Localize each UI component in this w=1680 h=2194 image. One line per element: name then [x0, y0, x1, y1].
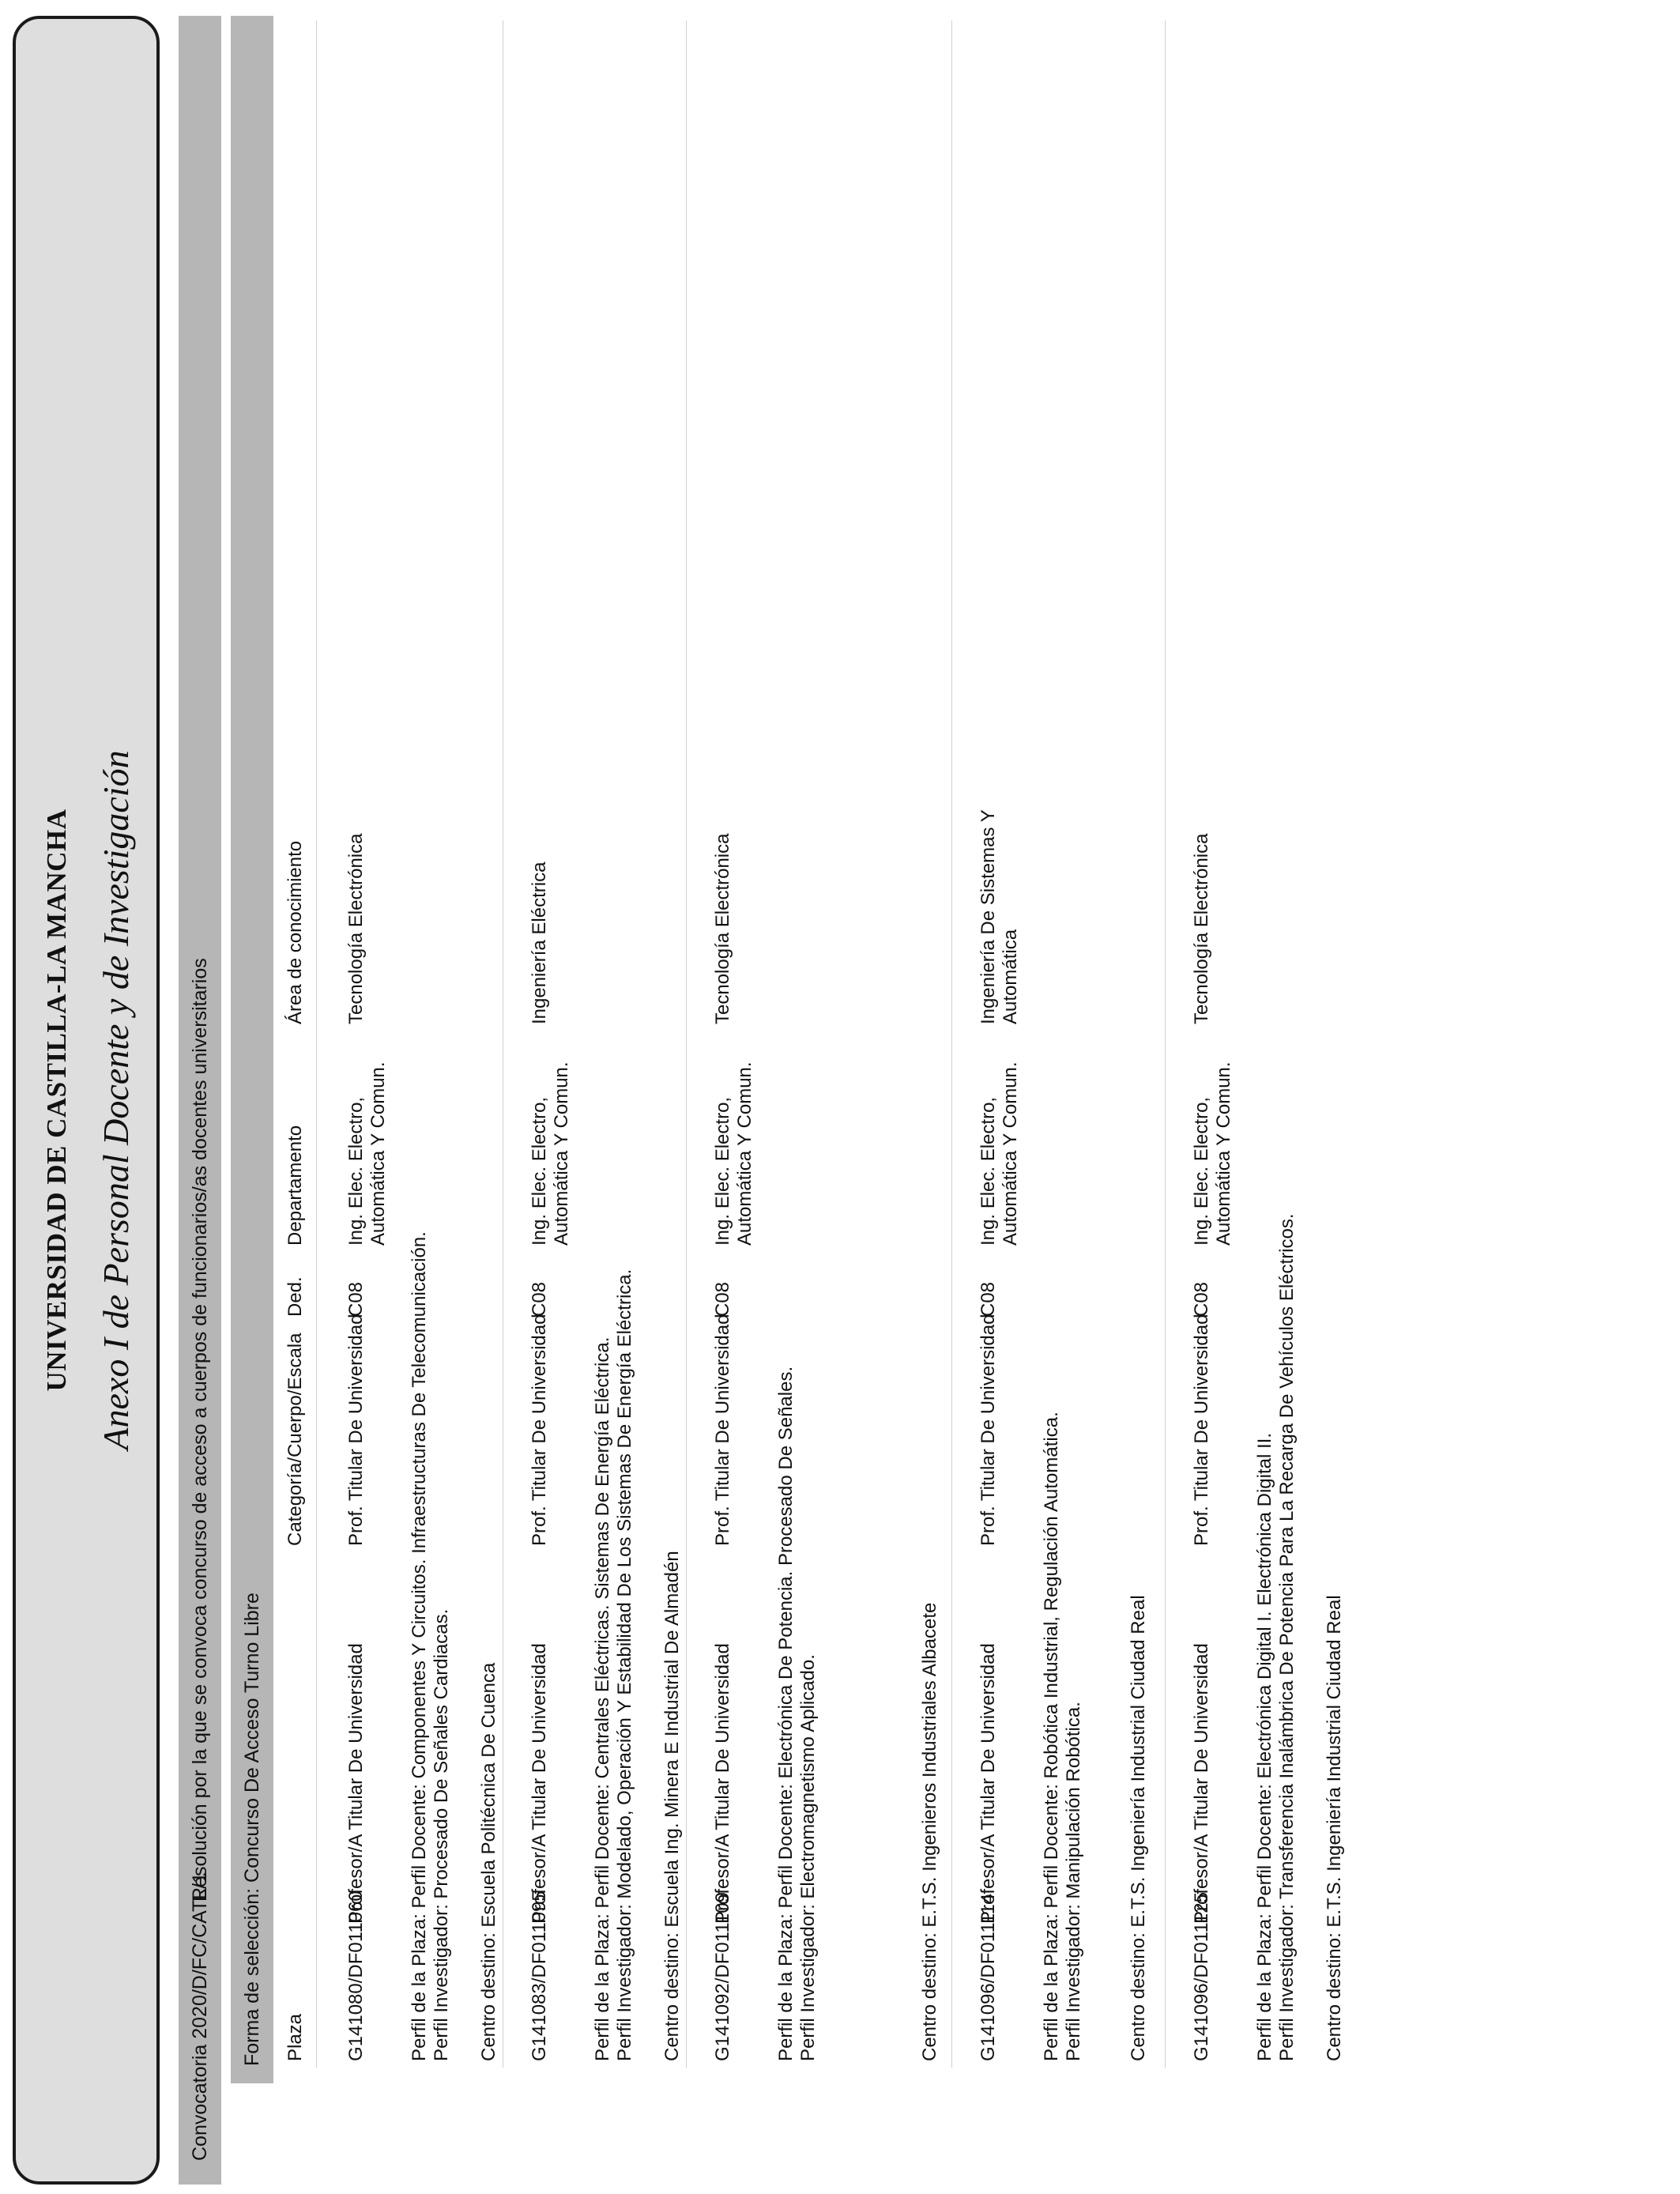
annex-title: Anexo I de Personal Docente y de Investigación: [96, 750, 136, 1450]
forma-seleccion-bar: [231, 16, 273, 2083]
plaza-code: G141092/DF011109: [712, 1892, 733, 2061]
plaza-departamento: Automática Y Comun.: [551, 1061, 572, 1246]
plaza-departamento: Automática Y Comun.: [734, 1061, 755, 1246]
plaza-perfil-investigador: Perfil Investigador: Manipulación Robótica.: [1063, 1702, 1084, 2061]
plaza-puesto: Profesor/A Titular De Universidad: [1191, 1643, 1212, 1924]
plaza-perfil-docente: Perfil de la Plaza: Perfil Docente: Centrales Eléctricas. Sistemas De Energía Eléctrica.: [592, 1336, 613, 2061]
plaza-code: G141083/DF011095: [529, 1891, 550, 2061]
plaza-centro-destino: Centro destino: E.T.S. Ingenieros Industriales Albacete: [919, 1602, 940, 2061]
plaza-code: G141080/DF011060: [345, 1891, 367, 2061]
plaza-area: Ingeniería De Sistemas Y: [977, 809, 999, 1024]
plaza-perfil-docente: Perfil de la Plaza: Perfil Docente: Electrónica Digital I. Electrónica Digital II.: [1254, 1432, 1275, 2061]
plaza-area: Tecnología Electrónica: [1191, 833, 1212, 1024]
convocatoria-bar: [179, 16, 221, 2185]
plaza-departamento: Ing. Elec. Electro,: [1191, 1096, 1212, 1246]
plaza-puesto: Profesor/A Titular De Universidad: [712, 1643, 733, 1924]
university-title: UNIVERSIDAD DE CASTILLA-LA MANCHA: [41, 809, 72, 1392]
convocatoria-description: Resolución por la que se convoca concurso de acceso a cuerpos de funcionarios/as docentes universitarios: [189, 958, 211, 1902]
plaza-departamento: Automática Y Comun.: [367, 1061, 389, 1246]
plaza-area: Tecnología Electrónica: [712, 833, 733, 1024]
forma-seleccion: Forma de selección: Concurso De Acceso Turno Libre: [241, 1593, 263, 2066]
column-header-categoria: Categoría/Cuerpo/Escala: [284, 1333, 306, 1546]
plaza-centro-destino: Centro destino: Escuela Politécnica De Cuenca: [478, 1662, 499, 2061]
row-divider: [951, 21, 952, 2068]
plaza-dedicacion: C08: [345, 1281, 367, 1317]
plaza-puesto: Profesor/A Titular De Universidad: [977, 1643, 999, 1924]
plaza-departamento: Ing. Elec. Electro,: [529, 1096, 550, 1246]
plaza-dedicacion: C08: [712, 1281, 733, 1317]
plaza-categoria: Prof. Titular De Universidad: [712, 1314, 733, 1546]
convocatoria-code: Convocatoria 2020/D/FC/CATL/1: [189, 1872, 211, 2161]
plaza-perfil-docente: Perfil de la Plaza: Perfil Docente: Componentes Y Circuitos. Infraestructuras De Telecomunicación.: [409, 1231, 430, 2061]
row-divider: [1165, 21, 1166, 2068]
plaza-area: Tecnología Electrónica: [345, 833, 367, 1024]
plaza-puesto: Profesor/A Titular De Universidad: [529, 1643, 550, 1924]
plaza-centro-destino: Centro destino: Escuela Ing. Minera E Industrial De Almadén: [661, 1551, 683, 2061]
column-header-departamento: Departamento: [284, 1125, 306, 1246]
plaza-categoria: Prof. Titular De Universidad: [345, 1314, 367, 1546]
plaza-dedicacion: C08: [1191, 1281, 1212, 1317]
plaza-centro-destino: Centro destino: E.T.S. Ingeniería Industrial Ciudad Real: [1128, 1595, 1149, 2061]
plaza-code: G141096/DF011125: [1191, 1892, 1212, 2061]
plaza-area: Automática: [1000, 929, 1021, 1024]
plaza-area: Ingeniería Eléctrica: [529, 861, 550, 1024]
plaza-departamento: Automática Y Comun.: [1000, 1061, 1021, 1246]
column-header-ded: Ded.: [284, 1276, 306, 1317]
column-header-area: Área de conocimiento: [284, 840, 306, 1024]
plaza-categoria: Prof. Titular De Universidad: [1191, 1314, 1212, 1546]
plaza-puesto: Profesor/A Titular De Universidad: [345, 1643, 367, 1924]
plaza-code: G141096/DF011114: [977, 1893, 999, 2061]
plaza-categoria: Prof. Titular De Universidad: [529, 1314, 550, 1546]
plaza-perfil-investigador: Perfil Investigador: Transferencia Inalámbrica De Potencia Para La Recarga De Vehículos Eléctricos.: [1276, 1213, 1298, 2061]
plaza-dedicacion: C08: [529, 1281, 550, 1317]
plaza-perfil-docente: Perfil de la Plaza: Perfil Docente: Electrónica De Potencia. Procesado De Señales.: [775, 1366, 797, 2061]
plaza-perfil-investigador: Perfil Investigador: Procesado De Señales Cardiacas.: [431, 1608, 452, 2061]
column-header-divider: [316, 21, 317, 2068]
plaza-perfil-investigador: Perfil Investigador: Modelado, Operación Y Estabilidad De Los Sistemas De Energía Eléctrica.: [614, 1269, 635, 2061]
plaza-departamento: Ing. Elec. Electro,: [977, 1096, 999, 1246]
header-box: [13, 16, 160, 2185]
row-divider: [686, 21, 687, 2068]
plaza-departamento: Ing. Elec. Electro,: [712, 1096, 733, 1246]
plaza-departamento: Automática Y Comun.: [1213, 1061, 1234, 1246]
plaza-perfil-docente: Perfil de la Plaza: Perfil Docente: Robótica Industrial, Regulación Automática.: [1041, 1412, 1062, 2061]
plaza-dedicacion: C08: [977, 1281, 999, 1317]
column-header-plaza: Plaza: [284, 2013, 306, 2061]
plaza-departamento: Ing. Elec. Electro,: [345, 1096, 367, 1246]
plaza-categoria: Prof. Titular De Universidad: [977, 1314, 999, 1546]
plaza-centro-destino: Centro destino: E.T.S. Ingeniería Industrial Ciudad Real: [1324, 1595, 1345, 2061]
plaza-perfil-investigador: Perfil Investigador: Electromagnetismo Aplicado.: [797, 1654, 819, 2061]
